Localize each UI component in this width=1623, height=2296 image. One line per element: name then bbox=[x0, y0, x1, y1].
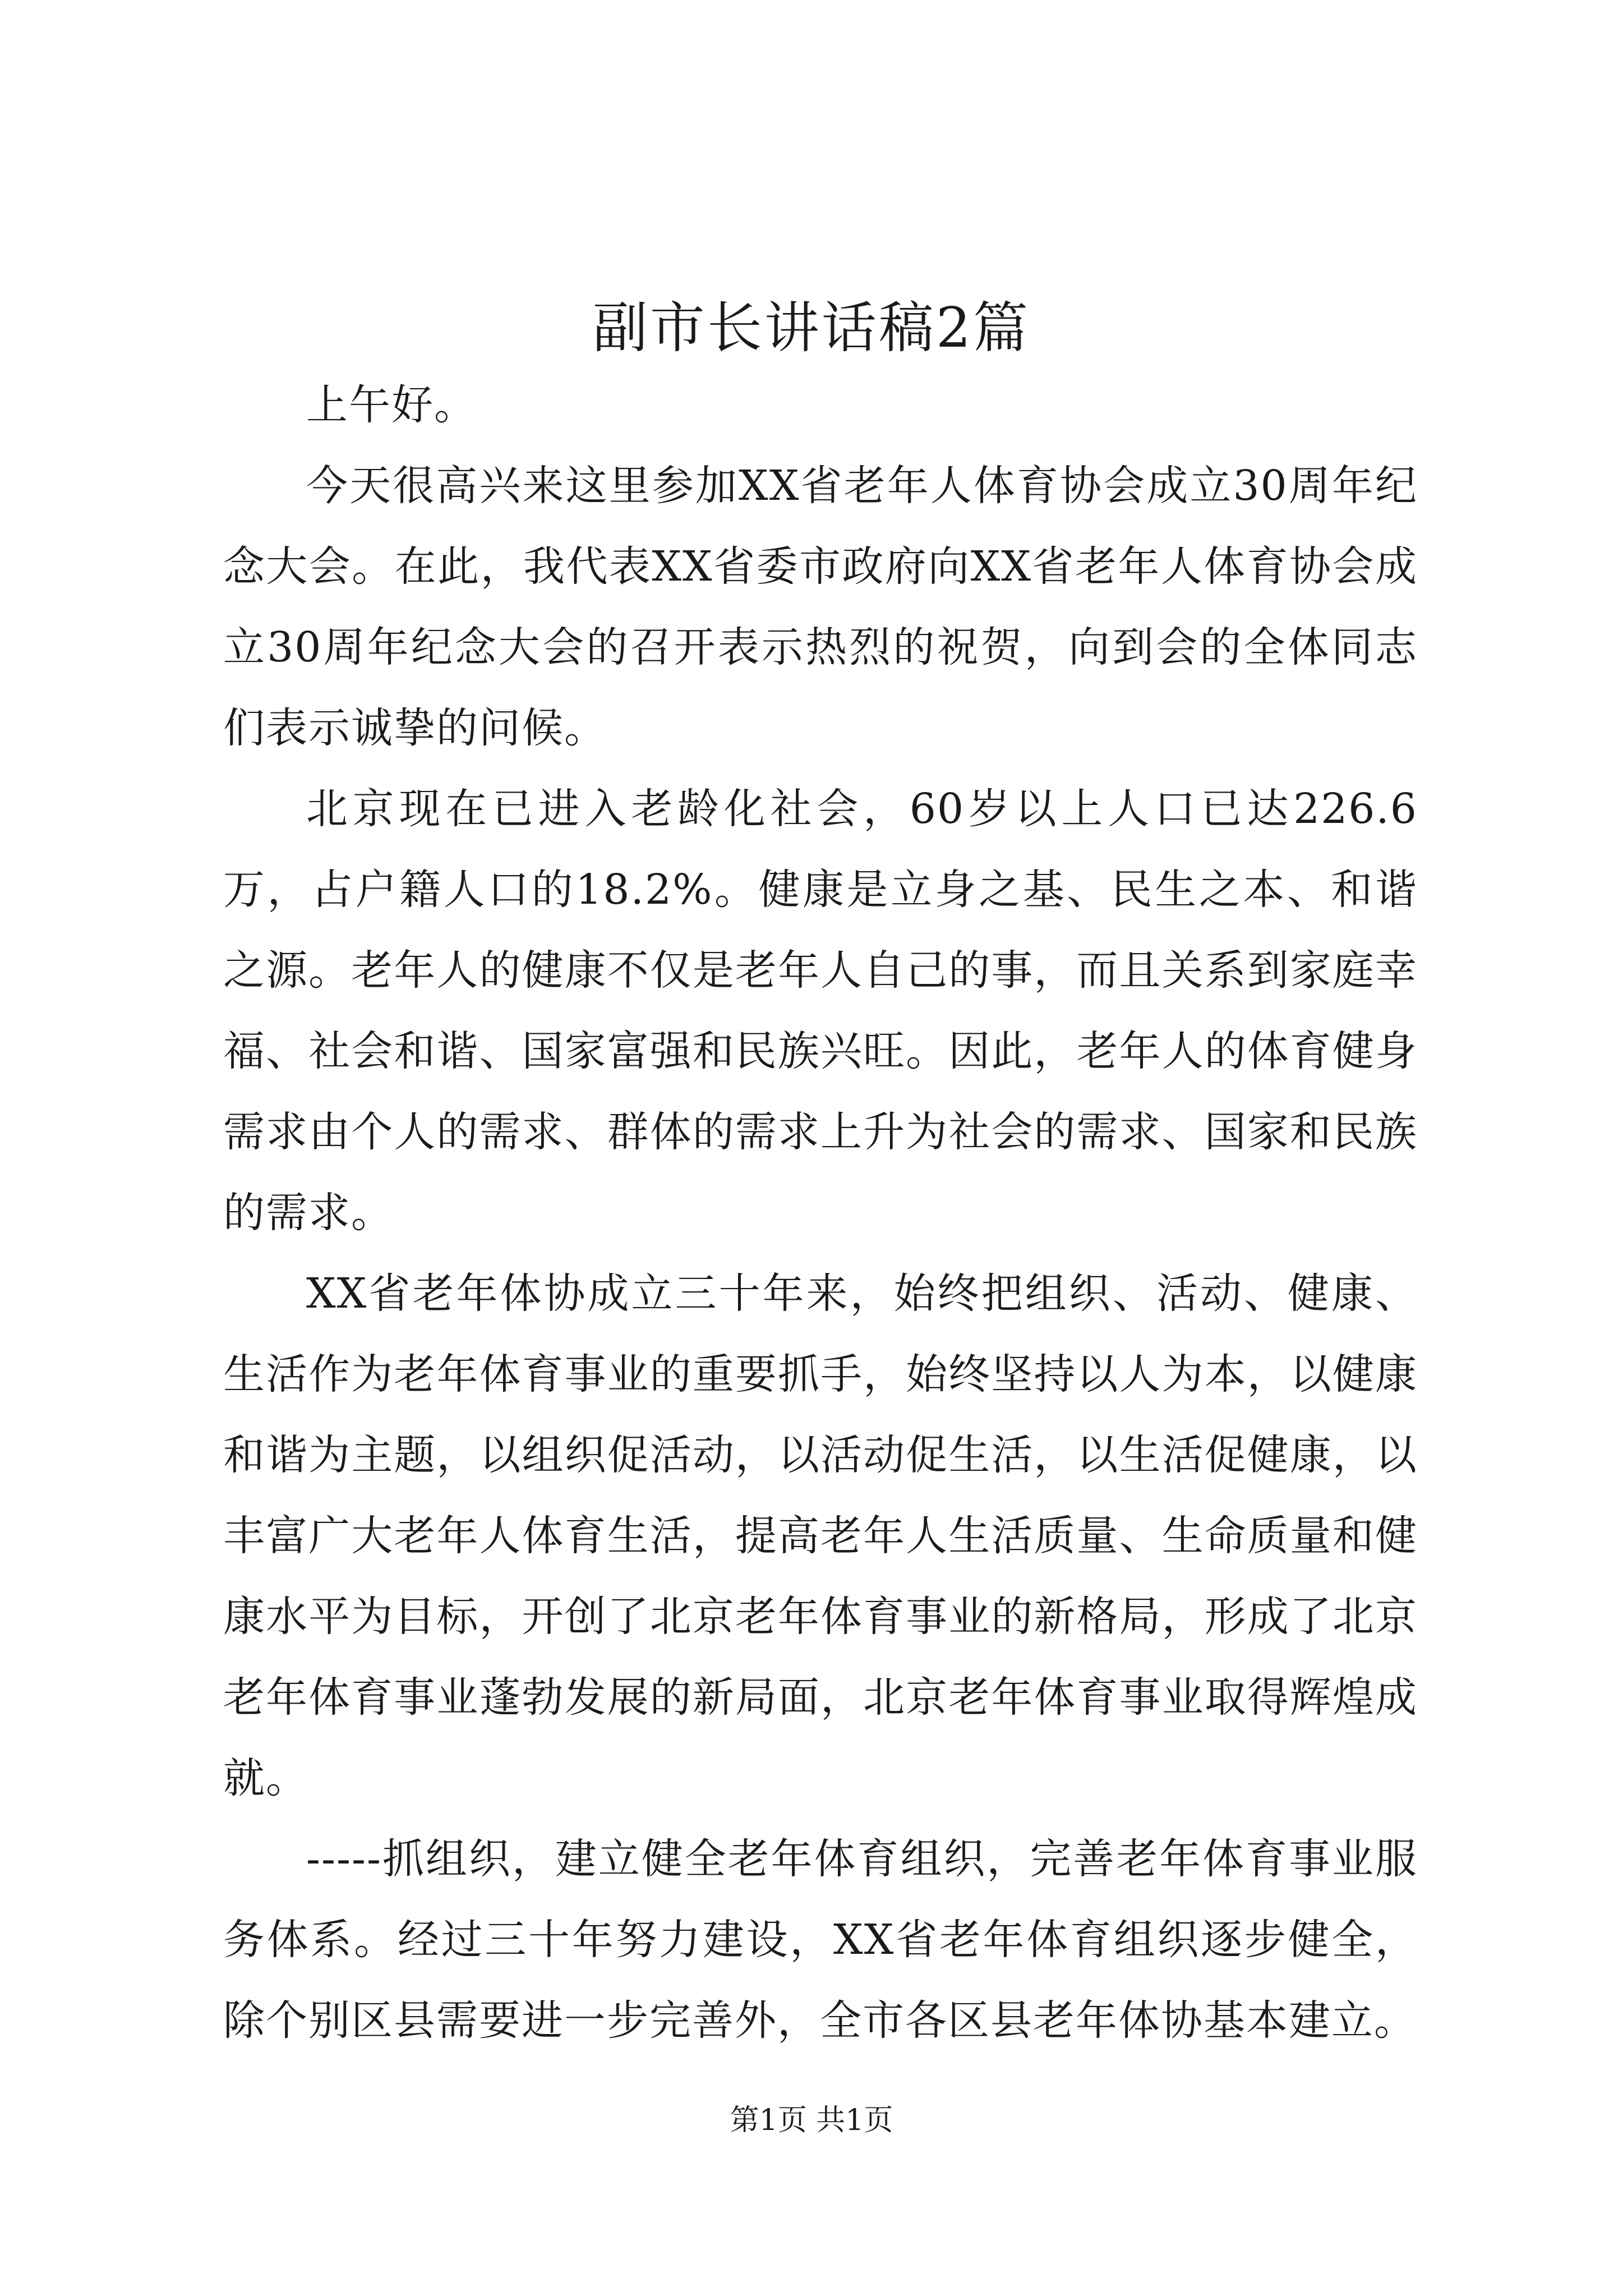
paragraph-greeting: 上午好。 bbox=[306, 381, 477, 429]
paragraph-congratulations: 今天很高兴来这里参加XX省老年人体育协会成立30周年纪念大会。在此，我代表XX省委市政府向XX省老年人体育协会成立30周年纪念大会的召开表示热烈的祝贺，向到会的全体同志们表示诚挚的问候。 bbox=[223, 462, 1418, 752]
page-footer: 第1页 共1页 bbox=[730, 2104, 893, 2137]
paragraph-achievements: XX省老年体协成立三十年来，始终把组织、活动、健康、生活作为老年体育事业的重要抓手，始终坚持以人为本，以健康和谐为主题，以组织促活动，以活动促生活，以生活促健康，以丰富广大老年人体育生活，提高老年人生活质量、生命质量和健康水平为目标，开创了北京老年体育事业的新格局，形成了北京老年体育事业蓬勃发展的新局面，北京老年体育事业取得辉煌成就。 bbox=[223, 1269, 1418, 1802]
document-body bbox=[223, 365, 1418, 2061]
paragraph-aging-society: 北京现在已进入老龄化社会，60岁以上人口已达226.6万，占户籍人口的18.2%。健康是立身之基、民生之本、和谐之源。老年人的健康不仅是老年人自己的事，而且关系到家庭幸福、社会和谐、国家富强和民族兴旺。因此，老年人的体育健身需求由个人的需求、群体的需求上升为社会的需求、国家和民族的需求。 bbox=[223, 785, 1418, 1237]
paragraph-organization: -----抓组织，建立健全老年体育组织，完善老年体育事业服务体系。经过三十年努力建设，XX省老年体育组织逐步健全，除个别区县需要进一步完善外，全市各区县老年体协基本建立。 bbox=[223, 1835, 1418, 2045]
document-title: 副市长讲话稿2篇 bbox=[592, 296, 1031, 360]
